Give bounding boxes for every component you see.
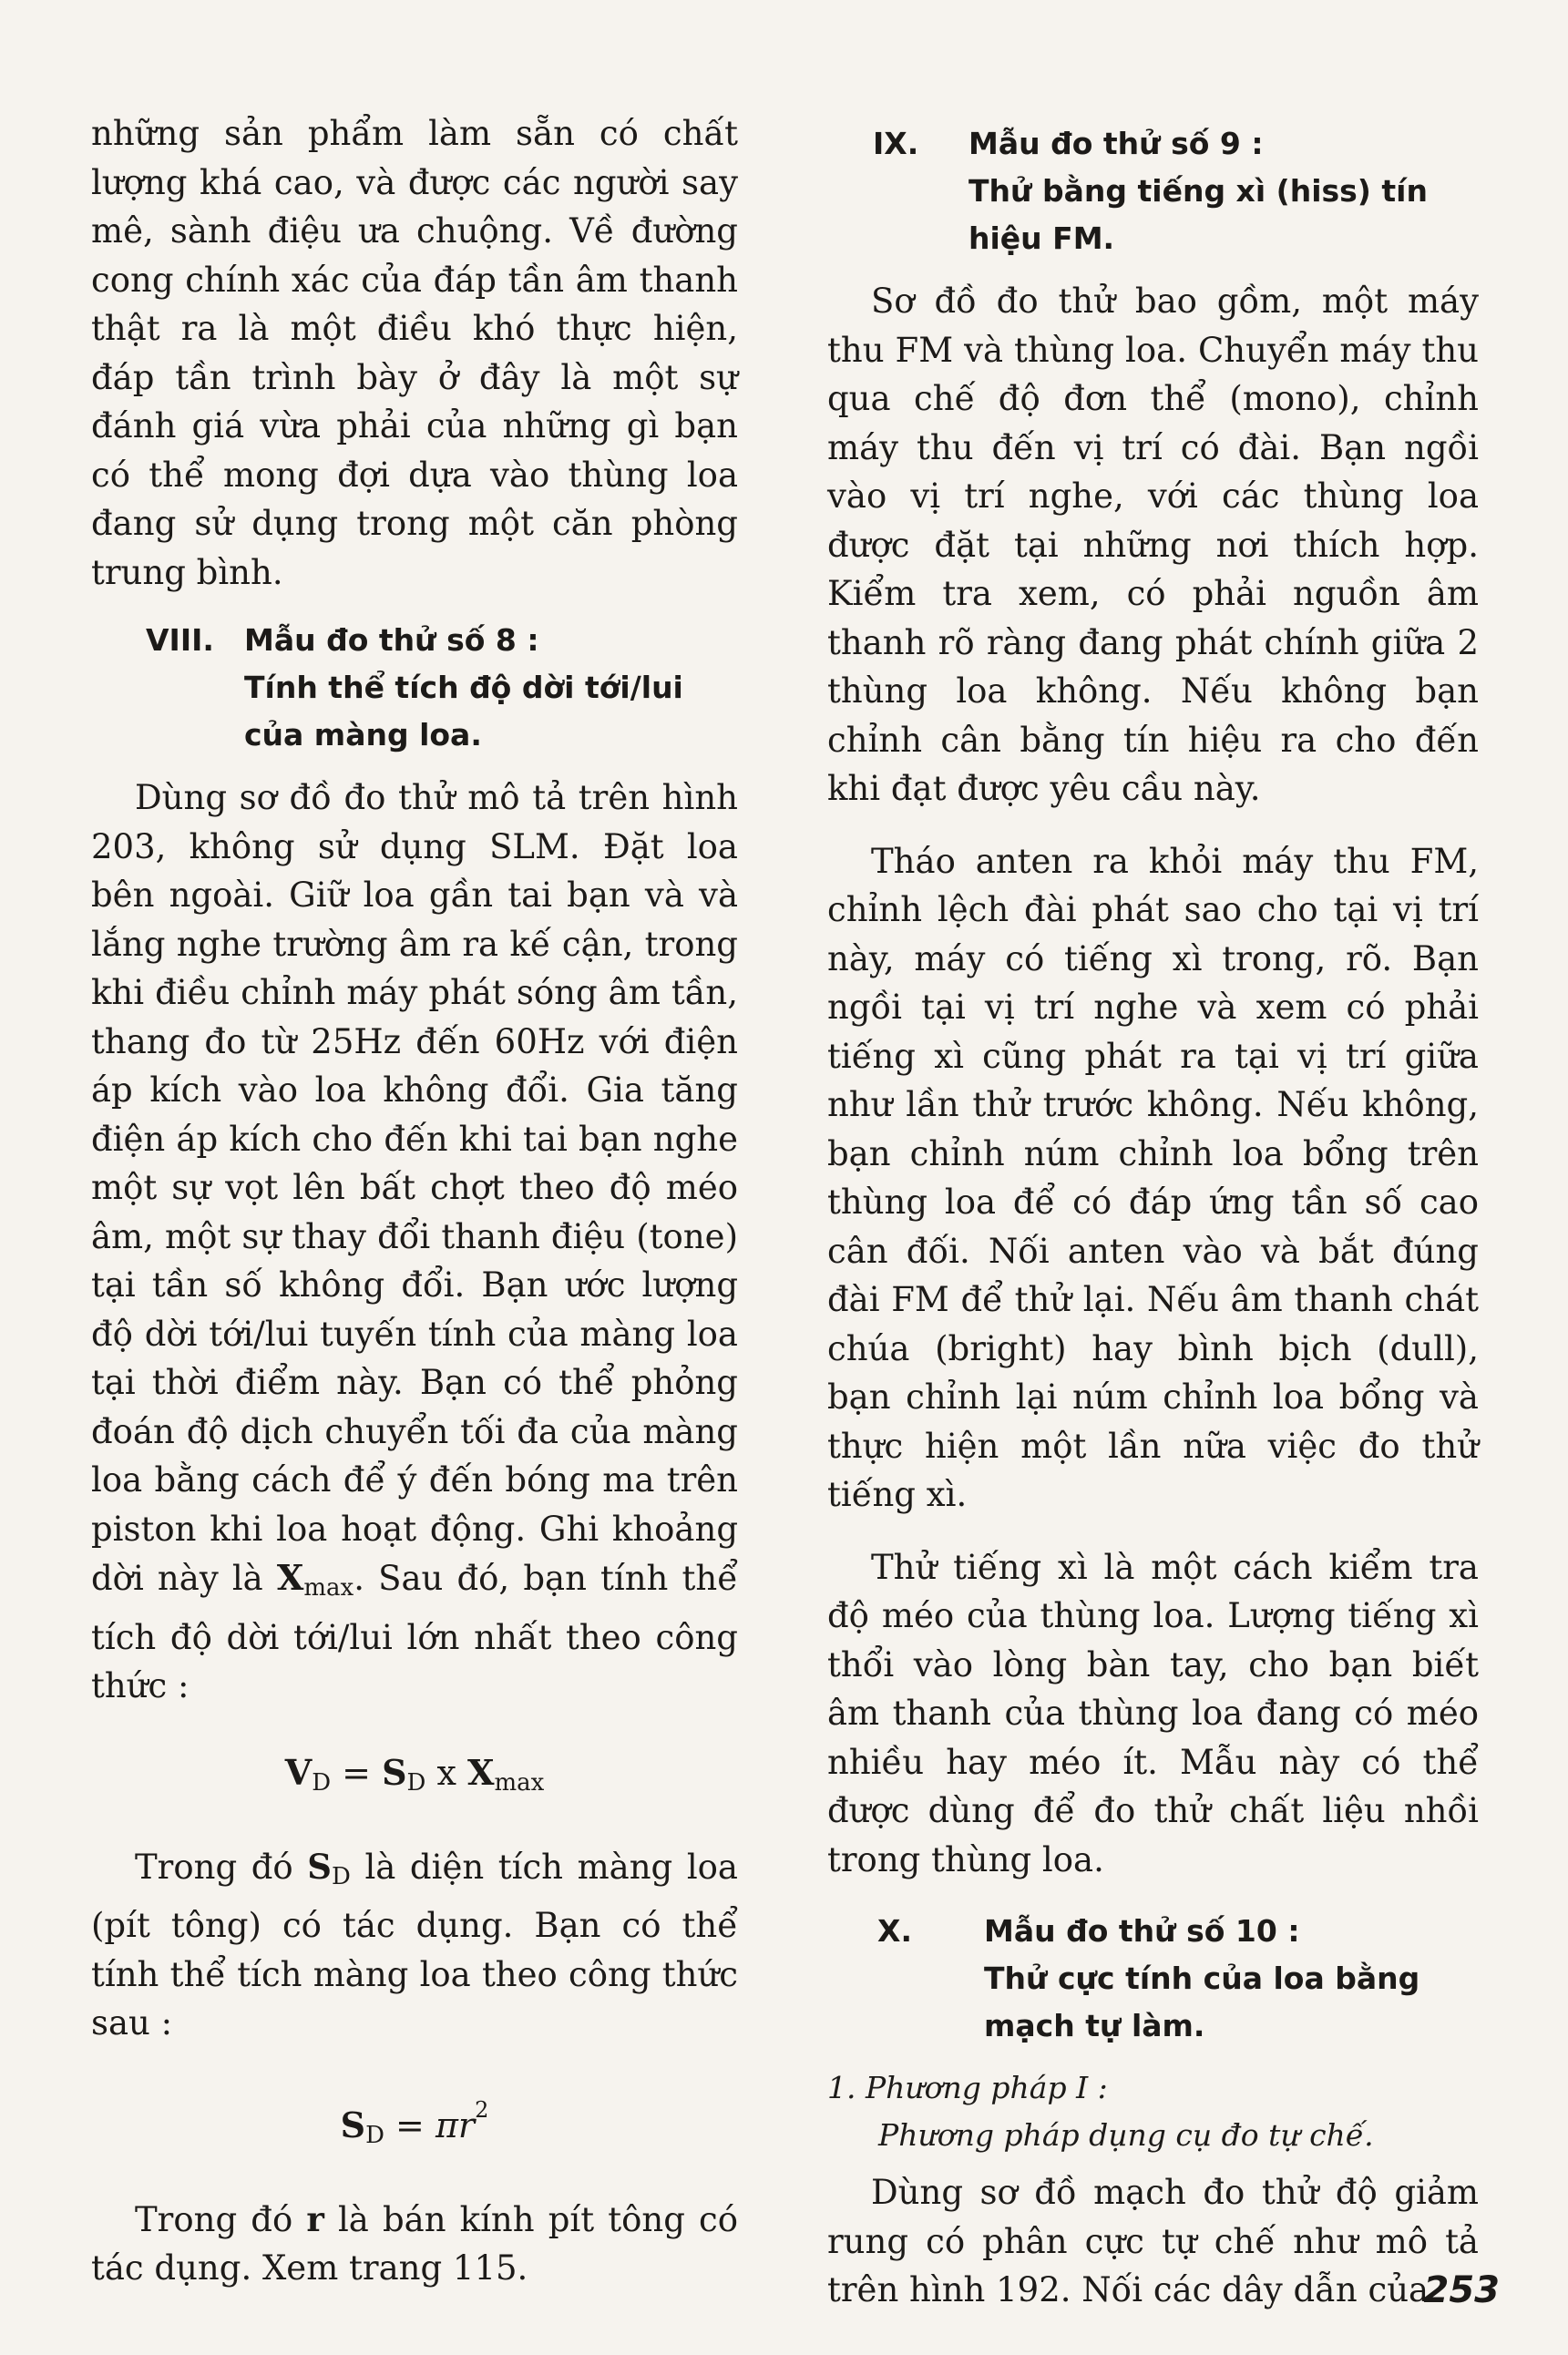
method-heading <box>827 2064 1479 2159</box>
paragraph <box>91 1843 738 2048</box>
paragraph-text: Trong đó <box>135 2199 307 2239</box>
subscript: D <box>365 2121 384 2149</box>
section-heading-viii <box>91 617 738 759</box>
section-subtitle: Thử cực tính của loa bằng mạch tự làm. <box>984 1961 1420 2043</box>
superscript: 2 <box>475 2096 489 2123</box>
paragraph <box>91 773 738 1711</box>
formula-symbol: r <box>306 2198 324 2239</box>
variable-x: X <box>276 1557 304 1598</box>
subscript: D <box>406 1768 426 1797</box>
paragraph-text: là diện tích màng loa (pít tông) có tác dụng. Bạn có thể tính thể tích màng loa theo công thức sau : <box>91 1847 738 2043</box>
formula-symbol: X <box>466 1751 495 1793</box>
section-title-line: Mẫu đo thử số 9 : <box>968 126 1264 161</box>
paragraph <box>91 2196 738 2293</box>
paragraph-text: . Sau đó, bạn tính thể tích độ dời tới/lui lớn nhất theo công thức : <box>91 1559 738 1705</box>
paragraph-text: là bán kính pít tông có tác dụng. Xem trang 115. <box>91 2199 738 2288</box>
section-title <box>968 120 1479 262</box>
section-number: IX. <box>873 126 919 161</box>
section-subtitle: Tính thể tích độ dời tới/lui của màng loa. <box>244 670 683 753</box>
formula-operator: = <box>384 2104 436 2145</box>
method-title: 1. Phương pháp I : <box>827 2070 1108 2105</box>
subscript: max <box>303 1574 354 1602</box>
page-number: 253 <box>1423 2269 1500 2311</box>
paragraph-text: Dùng sơ đồ đo thử mô tả trên hình 203, không sử dụng SLM. Đặt loa bên ngoài. Giữ loa gần tai bạn và và lắng nghe trường âm ra kế cận, trong khi điều chỉnh máy phát sóng âm tần, thang đo từ 25Hz đến 60Hz với điện áp kích vào loa không đổi. Gia tăng điện áp kích cho đến khi tai bạn nghe một sự vọt lên bất chợt theo độ méo âm, một sự thay đổi thanh điệu (tone) tại tần số không đổi. Bạn ước lượng độ dời tới/lui tuyến tính của màng loa tại thời điểm này. Bạn có thể phỏng đoán độ dịch chuyển tối đa của màng loa bằng cách để ý đến bóng ma trên piston khi loa hoạt động. Ghi khoảng dời này là <box>91 778 738 1598</box>
subscript: D <box>312 1768 332 1797</box>
section-subtitle: Thử bằng tiếng xì (hiss) tín hiệu FM. <box>968 173 1428 256</box>
formula-operator: = <box>331 1752 383 1793</box>
paragraph: những sản phẩm làm sẵn có chất lượng khá cao, và được các người say mê, sành điệu ưa chuộng. Về đường cong chính xác của đáp tần âm thanh thật ra là một điều khó thực hiện, đáp tần trình bày ở đây là một sự đánh giá vừa phải của những gì bạn có thể mong đợi dựa vào thùng loa đang sử dụng trong một căn phòng trung bình. <box>91 114 738 592</box>
section-number: X. <box>877 1913 912 1949</box>
formula-symbol: S <box>340 2104 366 2145</box>
section-heading-x <box>827 1908 1479 2050</box>
right-column <box>827 109 1479 2315</box>
section-title <box>244 617 738 759</box>
section-heading-ix <box>827 120 1479 262</box>
section-title-line: Mẫu đo thử số 10 : <box>984 1913 1300 1949</box>
paragraph: Tháo anten ra khỏi máy thu FM, chỉnh lệch đài phát sao cho tại vị trí này, máy có tiếng xì trong, rõ. Bạn ngồi tại vị trí nghe và xem có phải tiếng xì cũng phát ra tại vị trí giữa như lần thử trước không. Nếu không, bạn chỉnh núm chỉnh loa bổng trên thùng loa để có đáp ứng tần số cao cân đối. Nối anten vào và bắt đúng đài FM để thử lại. Nếu âm thanh chát chúa (bright) hay bình bịch (dull), bạn chỉnh lại núm chỉnh loa bổng và thực hiện một lần nữa việc đo thử tiếng xì. <box>827 841 1479 1514</box>
paragraph-text: Trong đó <box>135 1847 308 1887</box>
paragraph: Thử tiếng xì là một cách kiểm tra độ méo của thùng loa. Lượng tiếng xì thổi vào lòng bàn tay, cho bạn biết âm thanh của thùng loa đang có méo nhiều hay méo ít. Mẫu này có thể được dùng để đo thử chất liệu nhồi trong thùng loa. <box>827 1547 1479 1879</box>
formula-rhs: πr <box>435 2104 476 2145</box>
section-title <box>984 1908 1479 2050</box>
section-number: VIII. <box>146 622 214 658</box>
formula-area <box>91 2084 738 2161</box>
subscript: max <box>494 1768 545 1797</box>
formula-symbol: S <box>307 1846 333 1887</box>
paragraph: Dùng sơ đồ mạch đo thử độ giảm rung có phân cực tự chế như mô tả trên hình 192. Nối các dây dẫn của <box>827 2173 1479 2309</box>
formula-symbol: V <box>284 1751 313 1793</box>
paragraph: Sơ đồ đo thử bao gồm, một máy thu FM và thùng loa. Chuyển máy thu qua chế độ đơn thể (mono), chỉnh máy thu đến vị trí có đài. Bạn ngồi vào vị trí nghe, với các thùng loa được đặt tại những nơi thích hợp. Kiểm tra xem, có phải nguồn âm thanh rõ ràng đang phát chính giữa 2 thùng loa không. Nếu không bạn chỉnh cân bằng tín hiệu ra cho đến khi đạt được yêu cầu này. <box>827 282 1479 808</box>
subscript: D <box>332 1862 351 1890</box>
formula-operator: x <box>425 1752 467 1793</box>
method-subtitle: Phương pháp dụng cụ đo tự chế. <box>878 2117 1374 2153</box>
formula-symbol: S <box>382 1751 407 1793</box>
section-title-line: Mẫu đo thử số 8 : <box>244 622 539 658</box>
left-column <box>91 109 738 2293</box>
formula-volume <box>91 1747 738 1808</box>
